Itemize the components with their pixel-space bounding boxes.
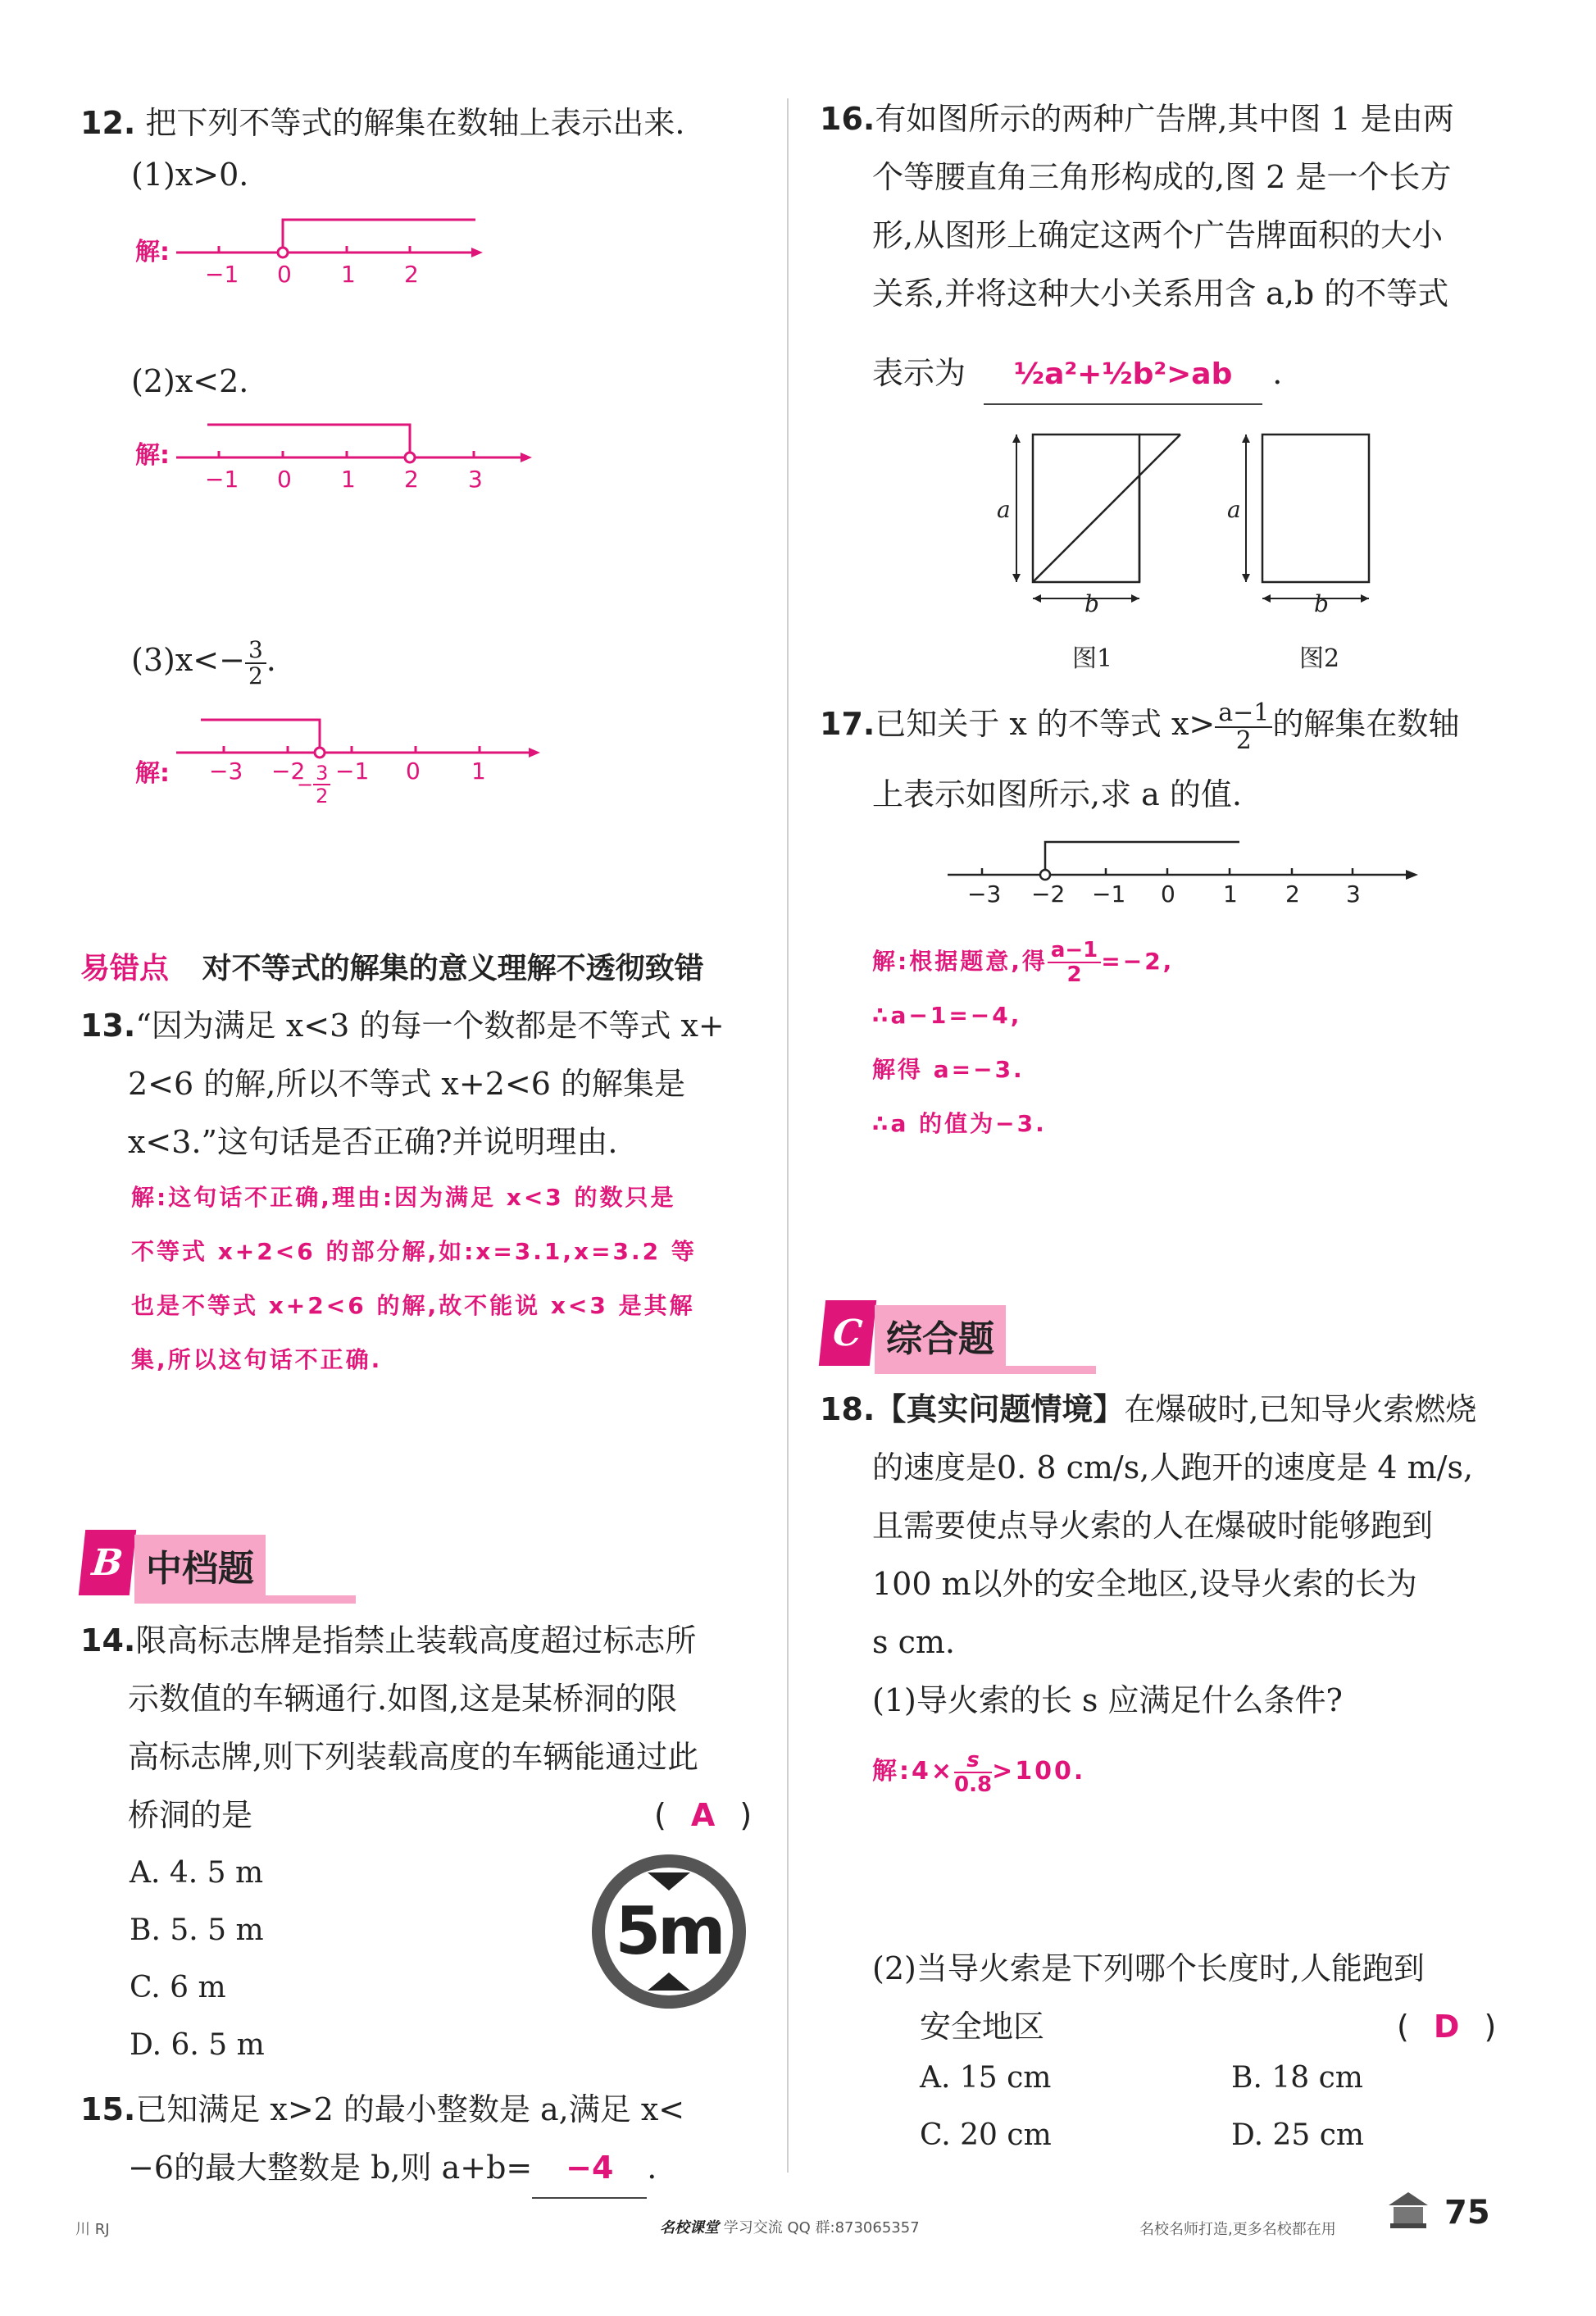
q14-stem bbox=[80, 1612, 761, 1845]
fig2-a-label: a bbox=[1227, 496, 1241, 523]
section-c-header bbox=[822, 1300, 1101, 1371]
q14-option-b: B. 5. 5 m bbox=[130, 1913, 264, 1947]
q12-ans3-label: 解: bbox=[135, 759, 170, 788]
column-divider bbox=[787, 98, 789, 2173]
q18-line3: 且需要使点导火索的人在爆破时能够跑到 bbox=[872, 1508, 1434, 1544]
q12-sub3-suffix: . bbox=[266, 642, 276, 678]
q13-answer bbox=[131, 1171, 697, 1387]
q15-answer: −4 bbox=[532, 2139, 647, 2199]
fraction-numerator: s bbox=[954, 1749, 992, 1773]
q14-options bbox=[130, 1845, 265, 2074]
q16-line2: 个等腰直角三角形构成的,图 2 是一个长方 bbox=[872, 159, 1452, 195]
section-c-title: 综合题 bbox=[875, 1305, 1006, 1366]
q12-stem bbox=[80, 94, 685, 152]
q18-options bbox=[920, 2050, 1510, 2164]
tick-label: 2 bbox=[404, 466, 419, 493]
tip-heading bbox=[80, 945, 704, 987]
q16-line5: 表示为 ½a²+½b²>ab . bbox=[872, 344, 1282, 405]
q17-ans-line2: ∴a−1=−4, bbox=[872, 1002, 1022, 1029]
q14-line2: 示数值的车辆通行.如图,这是某桥洞的限 bbox=[128, 1681, 678, 1717]
tick-label: −3 bbox=[967, 880, 1002, 908]
q13-ans-line1: 解:这句话不正确,理由:因为满足 x<3 的数只是 bbox=[131, 1184, 676, 1211]
q17-ans-line4: ∴a 的值为−3. bbox=[872, 1110, 1047, 1137]
q18-sub2-line2-row bbox=[872, 1998, 1512, 2056]
q18-option-b: B. 18 cm bbox=[1231, 2061, 1363, 2095]
q18-line4: 100 m以外的安全地区,设导火索的长为 bbox=[872, 1566, 1417, 1602]
q18-option-d: D. 25 cm bbox=[1231, 2118, 1365, 2152]
q17-ans1-b: =−2, bbox=[1101, 948, 1175, 975]
tick-label: 3 bbox=[468, 466, 483, 493]
fig1-b-label: b bbox=[1084, 590, 1099, 617]
footer-edition: 川 RJ bbox=[75, 2221, 110, 2238]
q18-option-c: C. 20 cm bbox=[920, 2118, 1052, 2152]
fraction-numerator: a−1 bbox=[1215, 700, 1272, 728]
section-b-header bbox=[82, 1530, 361, 1600]
q16-figures bbox=[984, 422, 1410, 644]
q17-ans-fraction bbox=[1048, 939, 1101, 986]
tick-label: 0 bbox=[406, 758, 421, 785]
tick-label: −1 bbox=[335, 758, 370, 785]
fraction-numerator: 3 bbox=[313, 762, 330, 785]
tick-label: 3 bbox=[1346, 880, 1361, 908]
q12-text: 把下列不等式的解集在数轴上表示出来. bbox=[145, 105, 685, 141]
q17-ans1-a: 解:根据题意,得 bbox=[872, 948, 1048, 975]
section-b-letter: B bbox=[79, 1530, 136, 1595]
tick-label: 1 bbox=[471, 758, 486, 785]
q16-line4: 关系,并将这种大小关系用含 a,b 的不等式 bbox=[872, 275, 1449, 312]
tick-label: 1 bbox=[1223, 880, 1238, 908]
q17-number: 17. bbox=[820, 706, 875, 742]
q16-stem bbox=[820, 90, 1500, 323]
section-c-letter: C bbox=[819, 1300, 876, 1366]
q17-line1-a: 已知关于 x 的不等式 x> bbox=[875, 706, 1216, 742]
q13-number: 13. bbox=[80, 1008, 136, 1044]
q17-answer bbox=[872, 935, 1174, 1151]
fraction-numerator: 3 bbox=[245, 638, 266, 664]
q13-ans-line4: 集,所以这句话不正确. bbox=[131, 1346, 383, 1373]
q12-axis3-special-label: − $\frac{3}{2}$ bbox=[297, 762, 330, 807]
q18-sub2 bbox=[872, 1940, 1512, 2056]
q18-line1: 在爆破时,已知导火索燃烧 bbox=[1124, 1391, 1477, 1427]
q14-answer: A bbox=[690, 1797, 716, 1833]
tick-label: 1 bbox=[341, 261, 356, 288]
fraction-denominator: 2 bbox=[316, 785, 329, 808]
q17-line2: 上表示如图所示,求 a 的值. bbox=[872, 776, 1242, 812]
tick-label: 0 bbox=[277, 261, 292, 288]
q18-line5: s cm. bbox=[872, 1624, 955, 1660]
height-limit-sign bbox=[589, 1851, 749, 2012]
footer-brand: 名校课堂 bbox=[660, 2219, 719, 2236]
q18-stem bbox=[820, 1381, 1508, 1730]
q13-line3: x<3.”这句话是否正确?并说明理由. bbox=[128, 1124, 618, 1160]
tip-text: 对不等式的解集的意义理解不透彻致错 bbox=[202, 952, 704, 985]
footer-center bbox=[660, 2216, 920, 2237]
q18-ans1-b: >100. bbox=[992, 1757, 1086, 1786]
q18-option-a: A. 15 cm bbox=[920, 2061, 1052, 2095]
tick-label: 1 bbox=[341, 466, 356, 493]
q18-number: 18. bbox=[820, 1391, 875, 1427]
fig2-b-label: b bbox=[1314, 590, 1329, 617]
q17-ans-line1 bbox=[872, 935, 1174, 989]
section-c-underline bbox=[875, 1366, 1096, 1374]
q17-stem bbox=[820, 695, 1508, 824]
q13-line1: “因为满足 x<3 的每一个数都是不等式 x+ bbox=[135, 1008, 725, 1044]
tick-label: 2 bbox=[404, 261, 419, 288]
fig1-a-label: a bbox=[997, 496, 1011, 523]
q14-option-a: A. 4. 5 m bbox=[130, 1856, 264, 1890]
q13-ans-line3: 也是不等式 x+2<6 的解,故不能说 x<3 是其解 bbox=[131, 1292, 695, 1319]
footer-center-text: 学习交流 QQ 群:873065357 bbox=[723, 2219, 920, 2236]
q12-ans1-label: 解: bbox=[135, 238, 170, 266]
page-number: 75 bbox=[1444, 2194, 1490, 2232]
fraction-denominator: 0.8 bbox=[954, 1772, 993, 1797]
q18-tag: 【真实问题情境】 bbox=[875, 1391, 1125, 1427]
q13-line2: 2<6 的解,所以不等式 x+2<6 的解集是 bbox=[128, 1066, 685, 1102]
tick-label: −1 bbox=[1092, 880, 1126, 908]
q17-ans-line3: 解得 a=−3. bbox=[872, 1056, 1025, 1083]
q18-line2: 的速度是0. 8 cm/s,人跑开的速度是 4 m/s, bbox=[872, 1449, 1474, 1486]
q14-number: 14. bbox=[80, 1622, 136, 1659]
tick-label: 0 bbox=[277, 466, 292, 493]
sign-text: 5m bbox=[615, 1893, 723, 1969]
tick-label: −2 bbox=[1031, 880, 1066, 908]
q14-line3: 高标志牌,则下列装载高度的车辆能通过此 bbox=[128, 1739, 699, 1775]
fraction-numerator: a−1 bbox=[1048, 939, 1101, 963]
q12-sub2: (2)x<2. bbox=[131, 363, 249, 399]
q16-answer: ½a²+½b²>ab bbox=[984, 345, 1262, 405]
q12-sub3-prefix: (3)x<− bbox=[131, 642, 245, 678]
q14-answer-paren: ( A ) bbox=[654, 1797, 753, 1833]
footer-right-text: 名校名师打造,更多名校都在用 bbox=[1139, 2221, 1336, 2238]
tick-label: −1 bbox=[205, 261, 239, 288]
q13-ans-line2: 不等式 x+2<6 的部分解,如:x=3.1,x=3.2 等 bbox=[131, 1238, 697, 1265]
tip-label: 易错点 bbox=[80, 952, 170, 985]
q12-sub3 bbox=[131, 631, 276, 689]
q14-option-d: D. 6. 5 m bbox=[130, 2028, 265, 2062]
q15-line1: 已知满足 x>2 的最小整数是 a,满足 x< bbox=[135, 2091, 685, 2127]
fraction-denominator: 2 bbox=[1235, 726, 1252, 755]
q18-answer-paren: ( D ) bbox=[1397, 2009, 1497, 2045]
q18-ans1 bbox=[872, 1745, 1085, 1799]
q16-line3: 形,从图形上确定这两个广告牌面积的大小 bbox=[872, 217, 1444, 253]
q15-stem: 15.已知满足 x>2 的最小整数是 a,满足 x< −6的最大整数是 b,则 a+b= −4 . bbox=[80, 2081, 761, 2199]
q14-line1: 限高标志牌是指禁止装载高度超过标志所 bbox=[135, 1622, 697, 1659]
q12-sub1: (1)x>0. bbox=[131, 157, 249, 193]
fig2-caption: 图2 bbox=[1299, 644, 1340, 673]
q18-ans1-a: 解:4× bbox=[872, 1757, 955, 1786]
q15-line2: −6的最大整数是 b,则 a+b= bbox=[128, 2150, 533, 2186]
q15-number: 15. bbox=[80, 2091, 136, 2127]
q14-line4-row bbox=[80, 1786, 761, 1845]
q16-line1: 有如图所示的两种广告牌,其中图 1 是由两 bbox=[875, 101, 1454, 137]
tick-label: −1 bbox=[205, 466, 239, 493]
q14-option-c: C. 6 m bbox=[130, 1971, 226, 2004]
q16-number: 16. bbox=[820, 101, 875, 137]
q17-line1-b: 的解集在数轴 bbox=[1272, 706, 1460, 742]
q16-line5-prefix: 表示为 bbox=[872, 355, 966, 391]
tick-label: 2 bbox=[1285, 880, 1300, 908]
tick-label: −3 bbox=[209, 758, 243, 785]
q17-fraction bbox=[1215, 700, 1272, 754]
section-b-title: 中档题 bbox=[134, 1535, 266, 1595]
q12-sub3-fraction bbox=[245, 635, 266, 689]
q18-sub1: (1)导火索的长 s 应满足什么条件? bbox=[872, 1682, 1343, 1718]
q12-ans2-label: 解: bbox=[135, 441, 170, 470]
q18-sub2-line2: 安全地区 bbox=[920, 2009, 1045, 2045]
tick-label: −2 bbox=[271, 758, 306, 785]
fraction-denominator: 2 bbox=[1066, 962, 1082, 987]
section-b-underline bbox=[134, 1595, 356, 1604]
school-logo-icon bbox=[1385, 2187, 1431, 2233]
q14-line4: 桥洞的是 bbox=[128, 1797, 253, 1833]
fig1-caption: 图1 bbox=[1072, 644, 1113, 673]
tick-label: 0 bbox=[1161, 880, 1175, 908]
q18-ans-fraction bbox=[954, 1749, 992, 1796]
q12-number: 12. bbox=[80, 105, 136, 141]
q13-stem bbox=[80, 997, 761, 1172]
q18-sub2-line1: (2)当导火索是下列哪个长度时,人能跑到 bbox=[872, 1950, 1425, 1986]
q18-answer: D bbox=[1433, 2009, 1460, 2045]
fraction-denominator: 2 bbox=[248, 662, 263, 689]
